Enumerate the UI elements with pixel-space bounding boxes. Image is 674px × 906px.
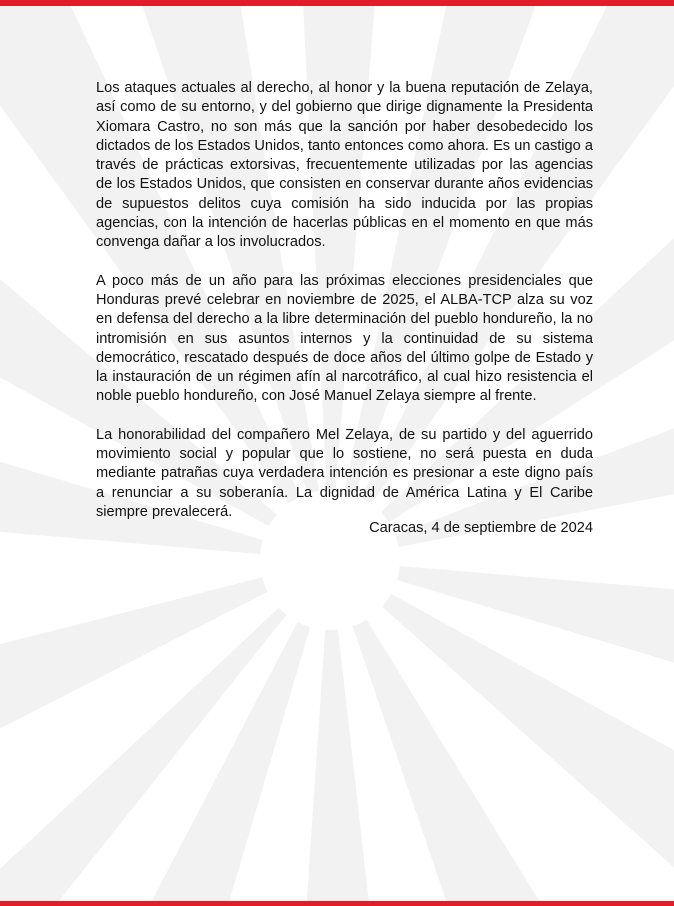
top-accent-bar — [0, 0, 674, 6]
paragraph-1: Los ataques actuales al derecho, al honor y la buena reputación de Zelaya, así como de su entorno, y del gobierno que dirige dignamente la Presidenta Xiomara Castro, no son más que la sanción por haber desobedecido los dictados de los Estados Unidos, tanto entonces como ahora. Es un castigo a través de prácticas extorsivas, frecuentemente utilizadas por las agencias de los Estados Unidos, que consisten en conservar durante años evidencias de supuestos delitos cuya comisión ha sido inducida por las propias agencias, con la intención de hacerlas públicas en el momento en que más convenga dañar a los involucrados. — [96, 80, 593, 251]
letter-body — [96, 79, 593, 541]
place-and-date: Caracas, 4 de septiembre de 2024 — [369, 520, 593, 536]
bottom-accent-bar — [0, 901, 674, 906]
paragraph-3: La honorabilidad del compañero Mel Zelaya, de su partido y del aguerrido movimiento social y popular que lo sostiene, no será puesta en duda mediante patrañas cuya verdadera intención es presionar a este digno país a renunciar a su soberanía. La dignidad de América Latina y El Caribe siempre prevalecerá. — [96, 426, 593, 520]
paragraph-2: A poco más de un año para las próximas elecciones presidenciales que Honduras prevé celebrar en noviembre de 2025, el ALBA-TCP alza su voz en defensa del derecho a la libre determinación del pueblo hondureño, la no intromisión en sus asuntos internos y la continuidad de su sistema democrático, rescatado después de doce años del último golpe de Estado y la instauración de un régimen afín al narcotráfico, al cual hizo resistencia el noble pueblo hondureño, con José Manuel Zelaya siempre al frente. — [96, 272, 593, 405]
